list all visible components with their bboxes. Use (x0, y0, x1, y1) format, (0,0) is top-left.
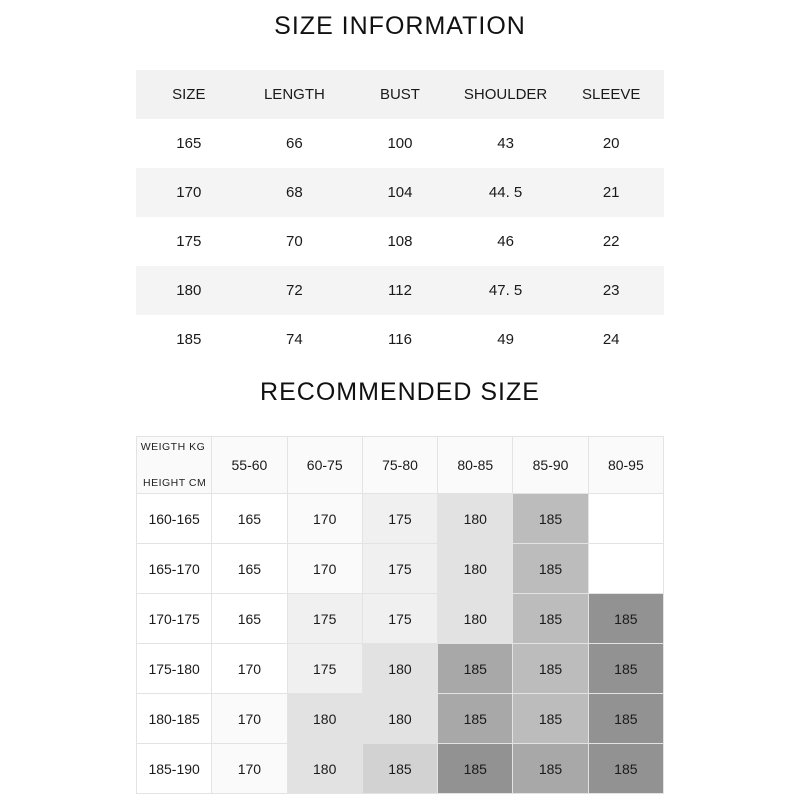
recommended-size-cell: 185 (588, 744, 663, 794)
recommended-size-cell: 175 (287, 644, 362, 694)
size-information-table (136, 70, 664, 364)
table-row (136, 266, 664, 315)
axis-corner-cell (137, 437, 212, 494)
column-header-weight-3: 75-80 (362, 437, 437, 494)
table-row (137, 694, 664, 744)
recommended-size-cell: 185 (588, 594, 663, 644)
recommended-size-cell: 175 (287, 594, 362, 644)
cell-length: 70 (242, 217, 348, 266)
cell-shoulder: 47. 5 (453, 266, 559, 315)
recommended-size-cell: 175 (362, 594, 437, 644)
recommended-size-cell: 180 (362, 644, 437, 694)
recommended-size-cell: 185 (513, 694, 588, 744)
recommended-size-cell: 185 (513, 644, 588, 694)
row-header-height: 180-185 (137, 694, 212, 744)
cell-length: 74 (242, 315, 348, 364)
cell-sleeve: 23 (558, 266, 664, 315)
column-header-bust: BUST (347, 70, 453, 119)
recommended-size-cell: 170 (212, 694, 287, 744)
column-header-weight-1: 55-60 (212, 437, 287, 494)
cell-length: 72 (242, 266, 348, 315)
table-row (137, 494, 664, 544)
cell-sleeve: 24 (558, 315, 664, 364)
recommended-size-cell (588, 494, 663, 544)
cell-bust: 104 (347, 168, 453, 217)
recommended-size-cell: 165 (212, 594, 287, 644)
row-header-height: 185-190 (137, 744, 212, 794)
column-header-sleeve: SLEEVE (558, 70, 664, 119)
recommended-size-cell: 180 (438, 494, 513, 544)
cell-size: 165 (136, 119, 242, 168)
recommended-size-cell: 180 (287, 694, 362, 744)
recommended-size-cell: 185 (513, 544, 588, 594)
cell-sleeve: 21 (558, 168, 664, 217)
row-header-height: 170-175 (137, 594, 212, 644)
column-header-weight-6: 80-95 (588, 437, 663, 494)
recommended-size-cell: 185 (588, 694, 663, 744)
recommended-size-cell: 185 (438, 694, 513, 744)
cell-shoulder: 46 (453, 217, 559, 266)
height-axis-label: HEIGHT CM (143, 477, 207, 489)
recommended-size-cell: 175 (362, 544, 437, 594)
row-header-height: 165-170 (137, 544, 212, 594)
recommended-size-cell: 170 (212, 744, 287, 794)
recommended-size-cell: 185 (513, 494, 588, 544)
recommended-size-cell: 165 (212, 494, 287, 544)
recommended-size-cell: 185 (513, 594, 588, 644)
table-header-row (137, 437, 664, 494)
cell-size: 170 (136, 168, 242, 217)
column-header-weight-2: 60-75 (287, 437, 362, 494)
recommended-size-cell: 180 (362, 694, 437, 744)
cell-size: 175 (136, 217, 242, 266)
recommended-size-table (136, 436, 664, 794)
cell-length: 68 (242, 168, 348, 217)
cell-sleeve: 22 (558, 217, 664, 266)
recommended-size-cell: 180 (287, 744, 362, 794)
column-header-length: LENGTH (242, 70, 348, 119)
table-header-row (136, 70, 664, 119)
recommended-size-cell: 185 (513, 744, 588, 794)
column-header-size: SIZE (136, 70, 242, 119)
column-header-weight-4: 80-85 (438, 437, 513, 494)
table-row (136, 119, 664, 168)
recommended-size-cell: 170 (287, 494, 362, 544)
column-header-shoulder: SHOULDER (453, 70, 559, 119)
table-row (137, 594, 664, 644)
cell-bust: 112 (347, 266, 453, 315)
cell-length: 66 (242, 119, 348, 168)
recommended-size-cell: 185 (438, 644, 513, 694)
cell-sleeve: 20 (558, 119, 664, 168)
column-header-weight-5: 85-90 (513, 437, 588, 494)
recommended-size-cell: 165 (212, 544, 287, 594)
page-title-recommended-size: RECOMMENDED SIZE (260, 378, 540, 406)
table-row (137, 744, 664, 794)
cell-shoulder: 43 (453, 119, 559, 168)
recommended-size-cell: 185 (588, 644, 663, 694)
recommended-size-cell: 185 (438, 744, 513, 794)
table-row (136, 315, 664, 364)
row-header-height: 160-165 (137, 494, 212, 544)
table-row (137, 544, 664, 594)
recommended-size-cell: 170 (287, 544, 362, 594)
page-title-size-information: SIZE INFORMATION (274, 12, 526, 40)
recommended-size-cell: 170 (212, 644, 287, 694)
recommended-size-cell: 180 (438, 544, 513, 594)
table-row (136, 217, 664, 266)
weight-axis-label: WEIGTH KG (140, 441, 206, 453)
table-row (136, 168, 664, 217)
cell-bust: 116 (347, 315, 453, 364)
cell-bust: 108 (347, 217, 453, 266)
recommended-size-cell: 175 (362, 494, 437, 544)
cell-size: 180 (136, 266, 242, 315)
row-header-height: 175-180 (137, 644, 212, 694)
cell-bust: 100 (347, 119, 453, 168)
recommended-size-cell (588, 544, 663, 594)
cell-size: 185 (136, 315, 242, 364)
recommended-size-cell: 180 (438, 594, 513, 644)
table-row (137, 644, 664, 694)
cell-shoulder: 44. 5 (453, 168, 559, 217)
recommended-size-cell: 185 (362, 744, 437, 794)
cell-shoulder: 49 (453, 315, 559, 364)
